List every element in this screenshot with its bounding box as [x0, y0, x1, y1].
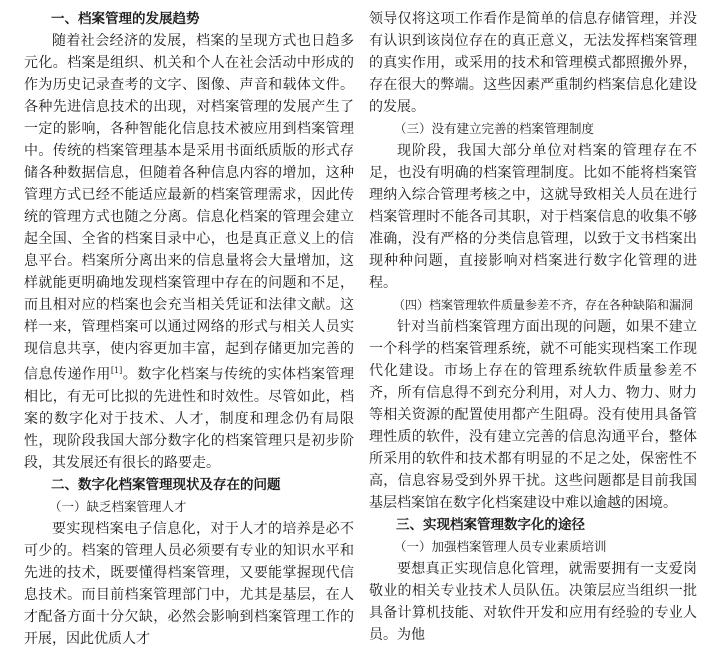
- paragraph-training: 要想真正实现信息化管理，就需要拥有一支爱岗敬业的相关专业技术人员队伍。决策层应当组织一批具备计算机技能、对软件开发和应用有经验的专业人员。为他: [369, 561, 697, 643]
- subsection-heading-system: （三）没有建立完善的档案管理制度: [394, 121, 595, 136]
- section-heading-status: 二、数字化档案管理现状及存在的问题: [51, 476, 281, 493]
- paragraph-software: 针对当前档案管理方面出现的问题，如果不建立一个科学的档案管理系统，就不可能实现档案工作现代化建设。市场上存在的管理系统软件质量参差不齐，所有信息得不到充分利用，对人力、物力、财力等相关资源的配置使用都产生阻碍。没有使用具备管理性质的软件，没有建立完善的信息沟通平台，整体所采用的软件和技术都有明显的不足之处，保密性不高，信息容易受到外界干扰。这些问题都是目前我国基层档案馆在数字化档案建设中难以逾越的困境。: [369, 319, 697, 511]
- paragraph-system: 现阶段，我国大部分单位对档案的管理存在不足，也没有明确的档案管理制度。比如不能将档案管理纳入综合管理考核之中，这就导致相关人员在进行档案管理时不能各司其职，对于档案信息的收集不够准确，没有严格的分类信息管理，以致于文书档案出现种种问题，直接影响对档案进行数字化管理的进程。: [369, 143, 697, 291]
- paragraph-continued: 领导仅将这项工作看作是简单的信息存储管理，并没有认识到该岗位存在的真正意义，无法发挥档案管理的真实作用，或采用的技术和管理模式都照搬外界，存在很大的弊端。这些因素严重制约档案信息化建设的发展。: [369, 11, 697, 115]
- section-heading-trend: 一、档案管理的发展趋势: [51, 11, 200, 27]
- subsection-heading-software: （四）档案管理软件质量参差不齐，存在各种缺陷和漏洞: [393, 298, 694, 312]
- left-column: [24, 8, 354, 650]
- paragraph-text-end: 。数字化档案与传统的实体档案管理相比，有无可比拟的先进性和时效性。尽管如此，档案的数字化对于技术、人才，制度和理念仍有局限性，现阶段我国大部分数字化的档案管理只是初步阶段，其发展还有很长的路要走。: [24, 366, 354, 471]
- citation-ref: [1]: [110, 366, 123, 375]
- paragraph-talent: 要实现档案电子信息化，对于人才的培养是必不可少的。档案的管理人员必须要有专业的知识水平和先进的技术，既要懂得档案管理，又要能掌握现代信息技术。而目前档案管理部门中，尤其是基层，在人才配备方面十分欠缺，必然会影响到档案管理工作的开展，因此优质人才: [24, 520, 354, 647]
- subsection-heading-talent: （一）缺乏档案管理人才: [49, 498, 187, 514]
- section-heading-path: 三、实现档案管理数字化的途径: [396, 517, 585, 533]
- right-column: [369, 8, 697, 646]
- paragraph-text: 随着社会经济的发展，档案的呈现方式也日趋多元化。档案是组织、机关和个人在社会活动中形成的作为历史记录查考的文字、图像、声音和载体文件。各种先进信息技术的出现，对档案管理的发展产生了一定的影响，各种智能化信息技术被应用到档案管理中。传统的档案管理基本是采用书面纸质版的形式存储各种数据信息，但随着各种信息内容的增加，这种管理方式已经不能适应最新的档案管理需求，因此传统的管理方式也随之分离。信息化档案的管理会建立起全国、全省的档案目录中心，也是真正意义上的信息平台。档案所分离出来的信息量将会大量增加，这样就能更明确地发现档案管理中存在的问题和不足，而且相对应的档案也会充当相关凭证和法律文献。这样一来，管理档案可以通过网络的形式与相关人员实现信息共享，使内容更加丰富，起到存储更加完善的信息传递作用: [24, 33, 354, 383]
- paragraph-trend: [24, 30, 354, 474]
- subsection-heading-training: （一）加强档案管理人员专业素质培训: [394, 539, 607, 554]
